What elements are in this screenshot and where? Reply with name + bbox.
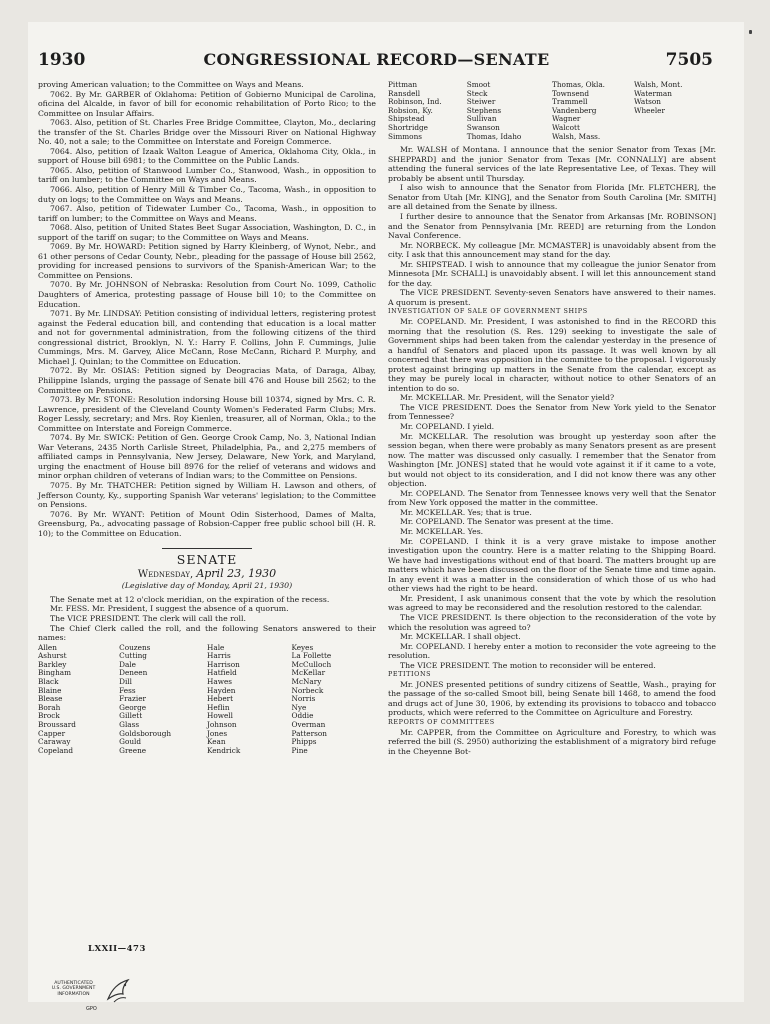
senator-name: Blease — [38, 694, 63, 704]
paragraph: 7067. Also, petition of Tidewater Lumber Co., Tacoma, Wash., in opposition to tariff on lumber; to the Committee on Ways and Means. — [38, 204, 376, 223]
senator-name: Smoot — [466, 80, 491, 89]
header-year: 1930 — [38, 50, 86, 70]
senator-name: Goldsborough — [119, 728, 172, 738]
paragraph: Mr. MCKELLAR. Mr. President, will the Senator yield? — [400, 393, 615, 403]
senator-name: Norris — [291, 694, 316, 704]
senator-name: Walsh, Mass. — [551, 131, 601, 141]
paragraph: 7063. Also, petition of St. Charles Free Bridge Committee, Clayton, Mo., declaring the transfer of the St. Charles Bridge over the Missouri River on National Highway No. 40, not a sale; to the Committee on Interstate and Foreign Commerce. — [38, 118, 376, 147]
senator-name: Swanson — [466, 122, 500, 132]
senator-name: Pine — [291, 745, 308, 755]
senator-name: Phipps — [291, 737, 317, 747]
senate-heading-block — [38, 548, 376, 568]
senator-name: Patterson — [291, 728, 327, 738]
session-opening — [38, 595, 376, 643]
section-heading-petitions: PETITIONS — [388, 670, 432, 679]
senator-name: Gould — [119, 737, 142, 747]
senator-name: Heflin — [206, 702, 230, 712]
paragraph: Mr. COPELAND. I yield. — [400, 422, 495, 432]
senator-name: McNary — [291, 677, 322, 686]
senator-name: Harris — [206, 651, 231, 661]
senator-name: Blaine — [38, 685, 62, 695]
senator-name: Keyes — [291, 642, 314, 652]
paragraph: 7064. Also, petition of Izaak Walton League of America, Oklahoma City, Okla., in support of House bill 6981; to the Committee on the Public Lands. — [38, 146, 376, 166]
paragraph: Mr. SHIPSTEAD. I wish to announce that my colleague the junior Senator from Minnesota [Mr. SCHALL] is unavoidably absent. I will let this announcement stand for the day. — [388, 259, 716, 288]
page-header — [40, 50, 713, 74]
senator-name — [634, 115, 716, 124]
senator-name: Caraway — [38, 737, 71, 747]
senator-name: Robsion, Ky. — [388, 105, 433, 115]
paragraph: The VICE PRESIDENT. The clerk will call the roll. — [50, 613, 246, 623]
paragraph: The VICE PRESIDENT. Does the Senator from New York yield to the Senator from Tennessee? — [388, 402, 716, 422]
senator-name — [634, 133, 716, 142]
senator-name: Dale — [119, 659, 136, 669]
senator-name: Gillett — [119, 711, 143, 721]
senator-name: Hawes — [206, 677, 233, 686]
legislative-day-text: (Legislative day of Monday, April 21, 1930) — [121, 581, 293, 591]
date-text: April 23, 1930 — [196, 566, 277, 580]
paragraph: 7072. By Mr. OSIAS: Petition signed by Deogracias Mata, of Daraga, Albay, Philippine Islands, urging the passage of Senate bill 476 and House bill 2562; to the Committee on Pensions. — [38, 366, 376, 395]
senator-name: Capper — [38, 728, 66, 738]
paragraph: Mr. MCKELLAR. The resolution was brought up yesterday soon after the session began, when there were probably as many Senators present as are present now. The matter was discussed only casually. I remember that the Senator from Washington [Mr. JONES] stated that he would vote against it if it came to a vote, but would not object to its consideration, and I did not know there was any other objection. — [388, 431, 716, 489]
senator-name: Couzens — [119, 642, 151, 652]
announcements — [388, 145, 716, 307]
senator-name: Barkley — [38, 659, 67, 669]
senator-name: Dill — [119, 677, 132, 686]
paragraph: The VICE PRESIDENT. Is there objection to the reconsideration of the vote by which the resolution was agreed to? — [388, 612, 716, 632]
senate-heading: SENATE — [176, 552, 238, 568]
senator-name: Allen — [38, 642, 57, 652]
gpo-eagle-icon — [104, 977, 132, 1007]
senator-name: George — [119, 702, 147, 712]
senator-name: McKellar — [291, 668, 326, 678]
senator-name: Sullivan — [466, 114, 497, 124]
left-paragraphs — [38, 80, 376, 538]
paragraph: 7068. Also, petition of United States Beet Sugar Association, Washington, D. C., in support of the tariff on sugar; to the Committee on Ways and Means. — [38, 223, 376, 242]
senator-name: La Follette — [291, 651, 332, 661]
senator-name: Steck — [466, 88, 488, 98]
senator-name: Wheeler — [633, 105, 665, 115]
paragraph: The VICE PRESIDENT. Seventy-seven Senators have answered to their names. A quorum is present. — [388, 288, 716, 307]
senator-name: Greene — [119, 745, 147, 755]
paragraph: 7076. By Mr. WYANT: Petition of Mount Odin Sisterhood, Dames of Malta, Greensburg, Pa., advocating passage of Robsion-Capper free public school bill (H. R. 10); to the Committee on Education. — [38, 509, 376, 538]
left-column — [38, 80, 376, 759]
paragraph: I also wish to announce that the Senator from Florida [Mr. FLETCHER], the Senator from Utah [Mr. KING], and the Senator from South Carolina [Mr. SMITH] are all detained from the Senate by illness. — [388, 183, 716, 212]
senator-name: Copeland — [38, 745, 74, 755]
paragraph: Mr. MCKELLAR. Yes. — [400, 527, 484, 537]
senator-name: Harrison — [206, 659, 240, 669]
paragraph: Mr. JONES presented petitions of sundry citizens of Seattle, Wash., praying for the passage of the so-called Smoot bill, being Senate bill 1468, to amend the food and drugs act of June 30, 1906, by extending its provisions to tobacco and tobacco products, which were referred to the Committee on Agriculture and Forestry. — [388, 679, 716, 718]
gpo-line-3: INFORMATION — [57, 991, 90, 997]
paragraph: Mr. CAPPER, from the Committee on Agriculture and Forestry, to which was referred the bill (S. 2950) authorizing the establishment of a migratory bird refuge in the Cheyenne Bot- — [388, 727, 716, 756]
paragraph: 7070. By Mr. JOHNSON of Nebraska: Resolution from Court No. 1099, Catholic Daughters of America, protesting passage of House bill 10; to the Committee on Education. — [38, 280, 376, 309]
senator-name: Pittman — [388, 80, 418, 89]
senator-name: Frazier — [119, 694, 146, 704]
senator-name: Townsend — [551, 88, 590, 98]
paragraph: 7062. By Mr. GARBER of Oklahoma: Petition of Gobierno Municipal de Carolina, oficina del Alcalde, in favor of bill for economic rehabilitation of Porto Rico; to the Committee on Insular Affairs. — [38, 89, 376, 118]
gpo-line-1: AUTHENTICATED — [54, 981, 93, 986]
senator-name: Bingham — [38, 668, 72, 678]
senator-name: Kendrick — [206, 745, 241, 755]
senator-name: Trammell — [551, 97, 588, 107]
senator-name: Stephens — [466, 105, 502, 115]
senator-name: Robinson, Ind. — [388, 97, 442, 107]
paragraph: Mr. COPELAND. The Senator from Tennessee knows very well that the Senator from New York opposed the matter in the committee. — [388, 488, 716, 508]
senator-name: Watson — [633, 97, 661, 107]
paragraph: 7065. Also, petition of Stanwood Lumber Co., Stanwood, Wash., in opposition to tariff on lumber; to the Committee on Ways and Means. — [38, 165, 376, 185]
senator-name: Simmons — [388, 131, 423, 141]
date-weekday: Wednesday, — [137, 568, 194, 580]
roll-call-names-continued — [388, 81, 716, 141]
senator-name: Glass — [119, 719, 140, 729]
gpo-authentication-text — [46, 981, 101, 997]
senator-name: Thomas, Idaho — [466, 131, 522, 141]
paragraph: Mr. WALSH of Montana. I announce that the senior Senator from Texas [Mr. SHEPPARD] and the junior Senator from Texas [Mr. CONNALLY] are absent attending the funeral services of the late Representative Lee, of Texas. They will probably be absent until Thursday. — [388, 145, 716, 183]
gpo-line-2: U.S. GOVERNMENT — [51, 986, 96, 992]
scan-mark — [749, 30, 752, 34]
petitions-text — [388, 680, 716, 718]
header-title: CONGRESSIONAL RECORD—SENATE — [203, 50, 550, 69]
paragraph: Mr. COPELAND. The Senator was present at the time. — [400, 517, 614, 527]
senator-name: Shortridge — [388, 122, 428, 132]
paragraph: 7074. By Mr. SWICK: Petition of Gen. George Crook Camp, No. 3, National Indian War Veterans, 2435 North Carlisle Street, Philadelphia, Pa., and 2,275 members of affiliated camps in Pennsylvania, New Jersey, Delaware, New York, and Maryland, urging the enactment of House bill 8976 for the relief of veterans and widows and minor orphan children of veterans of Indian wars; to the Committee on Pensions. — [38, 433, 376, 481]
roll-call-names — [38, 644, 376, 756]
paragraph: Mr. MCKELLAR. I shall object. — [400, 632, 521, 642]
senator-name: Hebert — [206, 694, 234, 704]
senator-name: Steiwer — [466, 97, 496, 107]
paragraph: 7066. Also, petition of Henry Mill & Timber Co., Tacoma, Wash., in opposition to duty on logs; to the Committee on Ways and Means. — [38, 185, 376, 204]
legislative-day — [38, 581, 376, 591]
reports-text — [388, 728, 716, 757]
paragraph: 7071. By Mr. LINDSAY: Petition consisting of individual letters, registering protest against the Federal education bill, and contending that education is a local matter and not for governmental administration, from the following citizens of the third congressional district, Brooklyn, N. Y.: Harry F. Collins, John F. Cummings, Julie Cummings, Mrs. M. Garvey, Alice McCann, Rose McCann, Richard P. Murphy, and Michael J. Quinlan; to the Committee on Education. — [38, 309, 376, 366]
paragraph: 7075. By Mr. THATCHER: Petition signed by William H. Lawson and others, of Jefferson County, Ky., supporting Spanish War veterans' legislation; to the Committee on Pensions. — [38, 480, 376, 510]
senator-name: Ashurst — [38, 651, 67, 661]
paragraph: I further desire to announce that the Senator from Arkansas [Mr. ROBINSON] and the Senator from Pennsylvania [Mr. REED] are returning from the London Naval Conference. — [388, 211, 716, 241]
senator-name: Broussard — [38, 719, 76, 729]
senator-name: Black — [38, 677, 59, 686]
investigation-debate — [388, 317, 716, 670]
paragraph: Mr. MCKELLAR. Yes; that is true. — [400, 507, 532, 517]
paragraph: The Chief Clerk called the roll, and the following Senators answered to their names: — [38, 623, 376, 643]
paragraph: 7073. By Mr. STONE: Resolution indorsing House bill 10374, signed by Mrs. C. R. Lawrence, president of the Cleveland County Women's Federated Farm Clubs; Mrs. Roger Lessly, secretary; and Mrs. Roy Kienlen, treasurer, all of Norman, Okla.; to the Committee on Interstate and Foreign Commerce. — [38, 395, 376, 433]
senator-name: Norbeck — [291, 685, 324, 695]
senator-name: Hatfield — [206, 668, 237, 678]
paragraph: Mr. FESS. Mr. President, I suggest the absence of a quorum. — [50, 604, 289, 614]
senator-name: Borah — [38, 702, 61, 712]
paragraph: The VICE PRESIDENT. The motion to reconsider will be entered. — [400, 660, 656, 670]
folio-mark: LXXII—473 — [88, 944, 146, 954]
senator-name: Howell — [206, 711, 233, 721]
session-date — [38, 566, 376, 580]
senator-name — [634, 124, 716, 133]
right-column — [388, 80, 716, 756]
senator-name: Cutting — [119, 651, 147, 661]
senator-name: Deneen — [119, 668, 148, 678]
senate-rule — [162, 548, 252, 549]
section-heading-reports: REPORTS OF COMMITTEES — [388, 717, 495, 726]
senator-name: Nye — [291, 702, 307, 712]
senator-name: Hayden — [206, 685, 236, 695]
paragraph: proving American valuation; to the Committee on Ways and Means. — [38, 80, 304, 89]
senator-name: Hale — [206, 642, 225, 652]
paragraph: Mr. NORBECK. My colleague [Mr. MCMASTER] is unavoidably absent from the city. I ask that this announcement may stand for the day. — [388, 240, 716, 260]
senator-name: Wagner — [551, 114, 581, 124]
paragraph: Mr. President, I ask unanimous consent that the vote by which the resolution was agreed to may be reconsidered and the resolution restored to the calendar. — [388, 593, 716, 613]
senator-name: Vandenberg — [551, 105, 597, 115]
senator-name: Walcott — [551, 122, 580, 132]
senator-name: McCulloch — [291, 659, 332, 669]
paragraph: Mr. COPELAND. I hereby enter a motion to reconsider the vote agreeing to the resolution. — [388, 641, 716, 661]
paragraph: The Senate met at 12 o'clock meridian, on the expiration of the recess. — [50, 594, 330, 604]
senator-name: Johnson — [206, 719, 237, 729]
senator-name: Walsh, Mont. — [633, 80, 683, 89]
senator-name: Overman — [291, 719, 326, 729]
senator-name: Thomas, Okla. — [551, 80, 606, 89]
gpo-label: GPO — [86, 1006, 97, 1012]
paragraph: Mr. COPELAND. Mr. President, I was astonished to find in the RECORD this morning that the resolution (S. Res. 129) seeking to investigate the sale of Government ships had been taken from the calendar yesterday in the presence of a handful of Senators and placed upon its passage. It was well known by all concerned that there was opposition in the committee to the proposal. I vigorously protest against bringing up matters in the Senate from the calendar, except as they may be purely local in character, without notice to other Senators of an intention to do so. — [388, 317, 716, 393]
paragraph: 7069. By Mr. HOWARD: Petition signed by Harry Kleinberg, of Wynot, Nebr., and 61 other persons of Cedar County, Nebr., pleading for the passage of House bill 2562, providing for increased pensions to survivors of the Spanish-American War; to the Committee on Pensions. — [38, 242, 376, 280]
senator-name: Kean — [206, 737, 226, 747]
senator-name: Waterman — [633, 88, 672, 98]
header-page-number: 7505 — [665, 50, 713, 70]
senator-name: Ransdell — [388, 88, 421, 98]
senator-name: Jones — [206, 728, 228, 738]
section-heading-investigation: INVESTIGATION OF SALE OF GOVERNMENT SHIPS — [388, 307, 588, 316]
senator-name: Brock — [38, 711, 60, 721]
senator-name: Fess — [119, 685, 136, 695]
paragraph: Mr. COPELAND. I think it is a very grave mistake to impose another investigation upon the country. Here is a matter relating to the Shipping Board. We have had investigations without end of that board. The matters brought up are matters which have been discussed on the floor of the Senate time and time again. In any event it was a matter in the consideration of which those of us who had other views had the right to be heard. — [388, 536, 716, 594]
senator-name: Oddie — [291, 711, 314, 721]
senator-name: Shipstead — [388, 114, 425, 124]
